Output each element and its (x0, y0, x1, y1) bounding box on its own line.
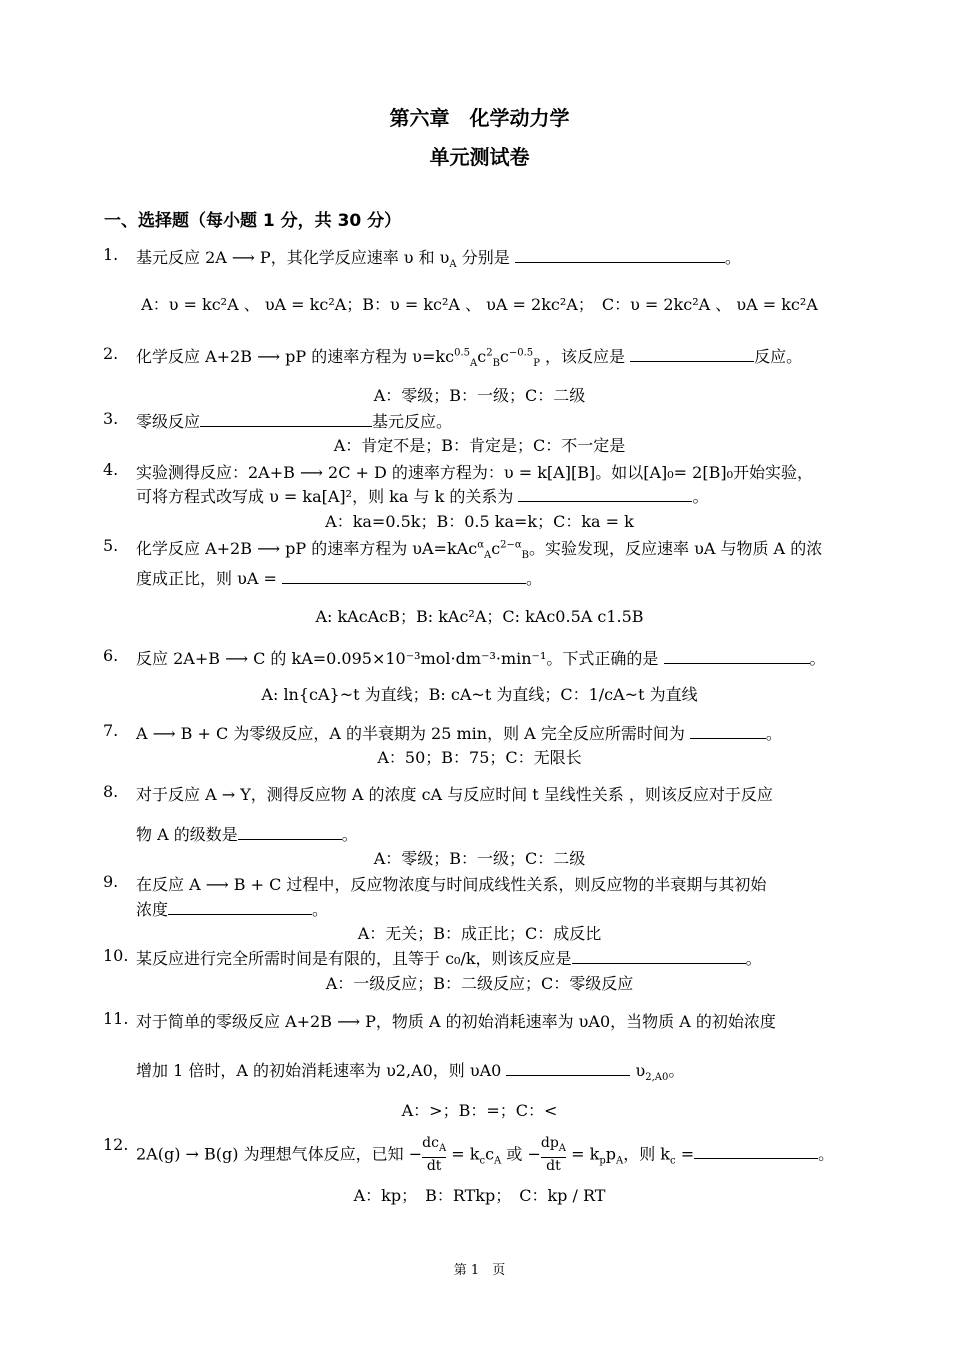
q2-suffix: 反应。 (754, 347, 803, 366)
question-8-options: A：零级；B：一级；C：二级 (373, 849, 586, 868)
question-number: 9. (103, 872, 119, 891)
question-11-text: 对于简单的零级反应 A+2B ⟶ P，物质 A 的初始消耗速率为 υA0，当物质 A 的初始浓度 (136, 1012, 776, 1031)
answer-blank[interactable] (664, 649, 810, 664)
answer-blank[interactable] (282, 569, 526, 584)
question-9-text: 在反应 A ⟶ B + C 过程中，反应物浓度与时间成线性关系，则反应物的半衰期与其初始 (136, 875, 767, 894)
question-11-continuation: 增加 1 倍时，A 的初始消耗速率为 υ2,A0，则 υA0 $\upsilon_{2,A0}$。 (136, 1061, 685, 1084)
q7-stem: A ⟶ B + C 为零级反应，A 的半衰期为 25 min，则 A 完全反应所需时间为 (136, 724, 685, 743)
question-2-options: A：零级；B：一级；C：二级 (373, 386, 586, 405)
answer-blank[interactable] (694, 1144, 818, 1159)
question-6-options: A: ln{cA}~t 为直线；B: cA~t 为直线；C：1/cA~t 为直线 (261, 685, 698, 704)
question-9-continuation: 浓度 。 (136, 900, 329, 919)
q6-stem: 反应 2A+B ⟶ C 的 kA=0.095×10⁻³mol·dm⁻³·min⁻¹。下式正确的是 (136, 649, 659, 668)
q5-stem: 化学反应 A+2B ⟶ pP 的速率方程为 υA=kAc (136, 539, 478, 558)
q4-cont-text: 可将方程式改写成 υ = ka[A]²，则 ka 与 k 的关系为 (136, 487, 514, 506)
question-11-options: A：>；B：=；C：< (401, 1101, 558, 1120)
question-number: 8. (103, 782, 119, 801)
q3-stem: 零级反应 (136, 412, 201, 431)
answer-blank[interactable] (630, 347, 754, 362)
question-12-options: A：kp； B：RTkp； C：kp / RT (353, 1186, 606, 1205)
question-8-text: 对于反应 A → Y，测得反应物 A 的浓度 cA 与反应时间 t 呈线性关系 ，则该反应对于反应 (136, 785, 773, 804)
q12-stem: 2A(g) → B(g) 为理想气体反应，已知 (136, 1144, 404, 1164)
question-number: 7. (103, 721, 119, 740)
q10-stem: 某反应进行完全所需时间是有限的，且等于 c₀/k，则该反应是 (136, 949, 572, 968)
question-5-options: A: kAcAcB；B: kAc²A；C: kAc0.5A c1.5B (315, 607, 644, 626)
answer-blank[interactable] (572, 949, 746, 964)
chapter-title: 第六章 化学动力学 (389, 106, 570, 130)
question-7-text: A ⟶ B + C 为零级反应，A 的半衰期为 25 min，则 A 完全反应所需时间为 。 (136, 724, 782, 743)
question-4-options: A：ka=0.5k；B：0.5 ka=k；C：ka = k (325, 512, 634, 531)
question-5-continuation: 度成正比，则 υA = 。 (136, 569, 542, 588)
answer-blank[interactable] (168, 900, 312, 915)
question-number: 12. (103, 1135, 129, 1154)
question-4-continuation: 可将方程式改写成 υ = ka[A]²，则 ka 与 k 的关系为 。 (136, 487, 709, 506)
answer-blank[interactable] (506, 1061, 630, 1076)
question-number: 11. (103, 1009, 129, 1028)
q1-stem-tail: 分别是 (461, 248, 510, 267)
q3-suffix: 基元反应。 (372, 412, 453, 431)
q5-stem-tail: 。实验发现，反应速率 υA 与物质 A 的浓 (529, 539, 823, 558)
answer-blank[interactable] (515, 248, 725, 263)
question-4-text: 实验测得反应：2A+B ⟶ 2C + D 的速率方程为：υ = k[A][B]。如以[A]₀= 2[B]₀开始实验， (136, 463, 813, 482)
question-number: 10. (103, 946, 129, 965)
question-1-text: 基元反应 2A ⟶ P，其化学反应速率 υ 和 $\upsilon_A$ 分别是 。 (136, 248, 741, 271)
q1-stem: 基元反应 2A ⟶ P，其化学反应速率 υ 和 υ (136, 248, 450, 267)
question-12-text: 2A(g) → B(g) 为理想气体反应，已知 − $dc_A$ dt = $k_cc_A$ 或 − $dp_A$ dt = $k_pp_A$，则 $k_c$ = 。 (136, 1135, 835, 1174)
page-number: 第 1 页 (453, 1263, 506, 1278)
question-10-text: 某反应进行完全所需时间是有限的，且等于 c₀/k，则该反应是 。 (136, 949, 762, 968)
question-10-options: A：一级反应；B：二级反应；C：零级反应 (325, 974, 634, 993)
answer-blank[interactable] (200, 412, 372, 427)
question-3-text (136, 409, 452, 432)
question-number: 4. (103, 460, 119, 479)
section-heading: 一、选择题（每小题 1 分，共 30 分） (104, 211, 402, 231)
question-number: 3. (103, 409, 119, 428)
q2-stem-tail: ，该反应是 (545, 347, 626, 366)
answer-blank[interactable] (238, 825, 342, 840)
question-3-options: A：肯定不是；B：肯定是；C：不一定是 (333, 436, 626, 455)
question-number: 6. (103, 646, 119, 665)
q5-cont-text: 度成正比，则 υA = (136, 569, 277, 588)
question-9-options: A：无关；B：成正比；C：成反比 (357, 924, 602, 943)
question-8-continuation: 物 A 的级数是 。 (136, 825, 358, 844)
answer-blank[interactable] (690, 724, 766, 739)
answer-blank[interactable] (518, 487, 692, 502)
question-1-options: A：υ = kc²A 、 υA = kc²A；B：υ = kc²A 、 υA = 2kc²A； C：υ = 2kc²A 、 υA = kc²A (141, 295, 818, 314)
q9-cont-text: 浓度 (136, 900, 169, 919)
q11-cont-text: 增加 1 倍时，A 的初始消耗速率为 υ2,A0，则 υA0 (136, 1061, 502, 1080)
question-number: 2. (103, 344, 119, 363)
question-7-options: A：50；B：75；C：无限长 (377, 748, 582, 767)
q2-stem: 化学反应 A+2B ⟶ pP 的速率方程为 υ=kc (136, 347, 455, 366)
question-number: 5. (103, 536, 119, 555)
question-number: 1. (103, 245, 119, 264)
question-5-text: 化学反应 A+2B ⟶ pP 的速率方程为 $\upsilon A=kAc^\alpha_Ac^{2-\alpha}_B$。实验发现，反应速率 υA 与物质 A 的浓 (136, 539, 823, 562)
question-2-text: 化学反应 A+2B ⟶ pP 的速率方程为 $\upsilon=kc^{0.5}_Ac^2_Bc^{-0.5}_P$ ，该反应是 反应。 (136, 347, 803, 370)
test-subtitle: 单元测试卷 (429, 145, 530, 169)
question-6-text: 反应 2A+B ⟶ C 的 kA=0.095×10⁻³mol·dm⁻³·min⁻¹。下式正确的是 。 (136, 649, 826, 668)
q8-cont-text: 物 A 的级数是 (136, 825, 238, 844)
